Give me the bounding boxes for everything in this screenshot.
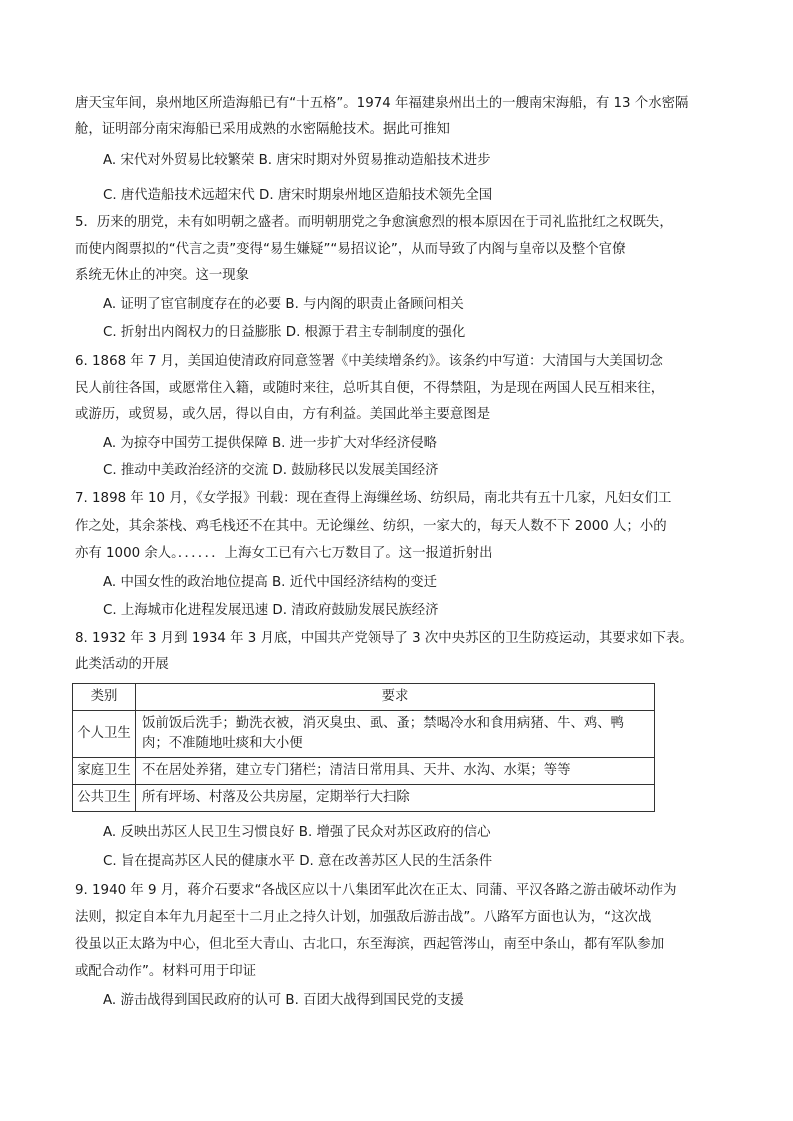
table-cell-category: 家庭卫生 — [73, 758, 136, 785]
q9-stem-line-2: 法则，拟定自本年九月起至十二月止之持久计划，加强敌后游击战”。八路军方面也认为，“这次战 — [75, 910, 652, 925]
q5-stem-line-2: 而使内阁票拟的“代言之责”变得“易生嫌疑”“易招议论”，从而导致了内阁与皇帝以及整个官僚 — [75, 242, 626, 257]
table-header-category: 类别 — [73, 684, 136, 711]
q6-stem-line-3: 或游历，或贸易，或久居，得以自由，方有利益。美国此举主要意图是 — [75, 407, 491, 422]
q4-options-ab: A. 宋代对外贸易比较繁荣 B. 唐宋时期对外贸易推动造船技术进步 — [103, 153, 491, 168]
table-cell-requirement: 所有坪场、村落及公共房屋，定期举行大扫除 — [136, 785, 655, 812]
q6-stem-line-1: 6. 1868 年 7 月，美国迫使清政府同意签署《中美续增条约》。该条约中写道：大清国与大美国切念 — [75, 354, 663, 369]
q8-options-cd: C. 旨在提高苏区人民的健康水平 D. 意在改善苏区人民的生活条件 — [103, 854, 493, 869]
q6-options-cd: C. 推动中美政治经济的交流 D. 鼓励移民以发展美国经济 — [103, 463, 439, 478]
q4-stem-line-2: 舱，证明部分南宋海船已采用成熟的水密隔舱技术。据此可推知 — [75, 122, 450, 137]
table-header-requirements: 要求 — [136, 684, 655, 711]
q5-options-ab: A. 证明了宦官制度存在的必要 B. 与内阁的职责止备顾问相关 — [103, 297, 464, 312]
q4-stem-line-1: 唐天宝年间，泉州地区所造海船已有“十五格”。1974 年福建泉州出土的一艘南宋海船，有 13 个水密隔 — [75, 96, 689, 111]
q5-options-cd: C. 折射出内阁权力的日益膨胀 D. 根源于君主专制制度的强化 — [103, 325, 466, 340]
q8-stem-line-2: 此类活动的开展 — [75, 657, 169, 672]
q7-options-ab: A. 中国女性的政治地位提高 B. 近代中国经济结构的变迁 — [103, 575, 437, 590]
table-row — [73, 785, 655, 812]
table-row — [73, 711, 655, 758]
q8-options-ab: A. 反映出苏区人民卫生习惯良好 B. 增强了民众对苏区政府的信心 — [103, 825, 491, 840]
table-cell-requirement: 不在居处养猪，建立专门猪栏；清洁日常用具、天井、水沟、水渠；等等 — [136, 758, 655, 785]
table-cell-category: 公共卫生 — [73, 785, 136, 812]
q7-options-cd: C. 上海城市化进程发展迅速 D. 清政府鼓励发展民族经济 — [103, 603, 439, 618]
q9-stem-line-1: 9. 1940 年 9 月，蒋介石要求“各战区应以十八集团军此次在正太、同蒲、平汉各路之游击破坏动作为 — [75, 883, 677, 898]
table-row — [73, 758, 655, 785]
q9-stem-line-3: 役虽以正太路为中心，但北至大青山、古北口，东至海滨，西起管涔山，南至中条山，都有军队参加 — [75, 937, 665, 952]
q8-requirements-table — [72, 683, 655, 812]
q6-options-ab: A. 为掠夺中国劳工提供保障 B. 进一步扩大对华经济侵略 — [103, 436, 437, 451]
table-cell-requirement: 饭前饭后洗手；勤洗衣被，消灭臭虫、虱、蚤；禁喝冷水和食用病猪、牛、鸡、鸭肉；不准随地吐痰和大小便 — [136, 711, 655, 758]
q9-options-ab: A. 游击战得到国民政府的认可 B. 百团大战得到国民党的支援 — [103, 993, 464, 1008]
q6-stem-line-2: 民人前往各国，或愿常住入籍，或随时来往，总听其自便，不得禁阻，为是现在两国人民互相来往， — [75, 381, 665, 396]
q5-stem-line-1: 5．历来的朋党，未有如明朝之盛者。而明朝朋党之争愈演愈烈的根本原因在于司礼监批红之权既失， — [75, 215, 673, 230]
q7-stem-line-2: 作之处，其余茶栈、鸡毛栈还不在其中。无论缫丝、纺织，一家大的，每天人数不下 2000 人；小的 — [75, 519, 667, 534]
q8-stem-line-1: 8. 1932 年 3 月到 1934 年 3 月底，中国共产党领导了 3 次中央苏区的卫生防疫运动，其要求如下表。 — [75, 631, 693, 646]
q9-stem-line-4: 或配合动作”。材料可用于印证 — [75, 964, 257, 979]
table-header-row — [73, 684, 655, 711]
table-cell-category: 个人卫生 — [73, 711, 136, 758]
q4-options-cd: C. 唐代造船技术远超宋代 D. 唐宋时期泉州地区造船技术领先全国 — [103, 188, 493, 203]
q7-stem-line-1: 7. 1898 年 10 月，《女学报》刊载：现在查得上海缫丝场、纺织局，南北共有五十几家，凡妇女们工 — [75, 491, 672, 506]
q7-stem-line-3: 亦有 1000 余人。．．．．．．上海女工已有六七万数目了。这一报道折射出 — [75, 546, 493, 561]
q5-stem-line-3: 系统无休止的冲突。这一现象 — [75, 268, 250, 283]
